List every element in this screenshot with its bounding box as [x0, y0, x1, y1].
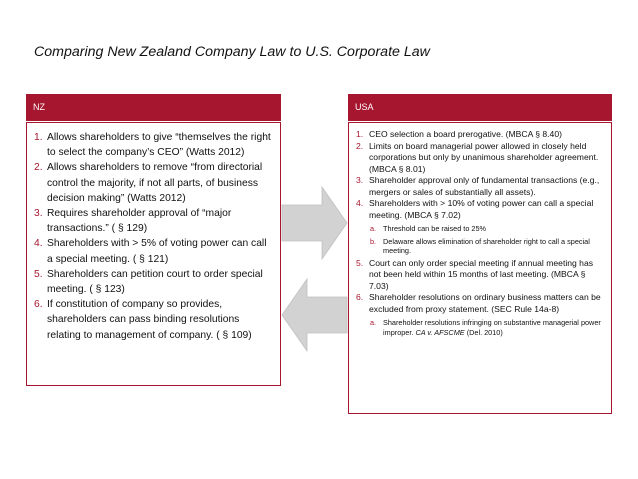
- list-number: b.: [370, 236, 377, 246]
- list-item: [356, 198, 604, 221]
- list-number: 2.: [356, 140, 364, 151]
- list-number: 5.: [34, 268, 43, 280]
- list-number: 6.: [34, 299, 43, 311]
- list-item: [34, 206, 274, 236]
- list-item: [356, 258, 604, 293]
- list-number: a.: [370, 318, 377, 328]
- list-item-text: Court can only order special meeting if annual meeting has not been held within 15 months of last meeting. (MBCA § 7.03): [369, 257, 594, 291]
- case-citation: CA v. AFSCME: [415, 327, 465, 337]
- list-item-text: Threshold can be raised to 25%: [383, 224, 487, 233]
- list-number: 1.: [34, 132, 43, 143]
- nz-header: NZ: [26, 94, 281, 121]
- list-item: [356, 129, 604, 141]
- list-item-text: Shareholders with > 10% of voting power can call a special meeting. (MBCA § 7.02): [369, 198, 594, 220]
- usa-header: USA: [348, 94, 612, 121]
- list-number: 4.: [34, 238, 43, 250]
- right-arrow-icon: [282, 187, 347, 259]
- list-item: [356, 175, 604, 198]
- list-item-text: CEO selection a board prerogative. (MBCA § 8.40): [369, 129, 562, 139]
- sub-list-item: [356, 224, 604, 234]
- list-item: [34, 130, 274, 160]
- list-number: 3.: [356, 175, 364, 185]
- nz-list: [34, 130, 274, 343]
- list-item-text: Shareholders with > 5% of voting power can call a special meeting. ( § 121): [47, 238, 267, 265]
- list-item-text: Shareholders can petition court to order special meeting. ( § 123): [47, 268, 263, 296]
- list-item-text: If constitution of company so provides, shareholders can pass binding resolutions relating to management of company. ( § 109): [47, 299, 252, 341]
- usa-list: [356, 129, 604, 339]
- list-number: a.: [370, 224, 377, 233]
- list-number: 4.: [356, 198, 364, 208]
- list-item-text: Allows shareholders to give “themselves the right to select the company’s CEO” (Watts 2012): [47, 132, 271, 159]
- list-number: 6.: [356, 292, 364, 303]
- sub-list-item: [356, 318, 604, 337]
- list-item-text: Shareholder approval only of fundamental transactions (e.g., mergers or sales of substantially all assets).: [369, 175, 600, 197]
- list-item: [356, 141, 604, 176]
- list-item: [356, 292, 604, 315]
- list-item-text: Shareholder resolutions on ordinary business matters can be excluded from proxy statement. (SEC Rule 14a-8): [369, 292, 601, 314]
- slide-title: Comparing New Zealand Company Law to U.S. Corporate Law: [34, 44, 430, 60]
- list-item-text: Shareholder resolutions infringing on substantive managerial power improper.: [383, 318, 601, 337]
- list-item-text: Limits on board managerial power allowed in closely held corporations but only by unanimous shareholder agreement. (MBCA § 8.01): [369, 140, 599, 174]
- list-item-text: Delaware allows elimination of shareholder right to call a special meeting.: [383, 236, 590, 256]
- case-court-year: (Del. 2010): [466, 327, 503, 337]
- sub-list-item: [356, 237, 604, 256]
- list-number: 2.: [34, 162, 43, 174]
- list-item-text: Requires shareholder approval of “major transactions.” ( § 129): [47, 208, 232, 235]
- list-item: [34, 267, 274, 297]
- list-number: 5.: [356, 257, 364, 268]
- list-item: [34, 236, 274, 266]
- left-arrow-icon: [282, 279, 347, 351]
- list-item: [34, 160, 274, 206]
- list-item-text: Allows shareholders to remove “from directorial control the majority, if not all parts, of business decision making” (Watts 2012): [47, 162, 263, 204]
- list-item: [34, 297, 274, 343]
- list-number: 1.: [356, 129, 364, 139]
- list-number: 3.: [34, 208, 43, 220]
- comparison-arrows: [280, 185, 350, 370]
